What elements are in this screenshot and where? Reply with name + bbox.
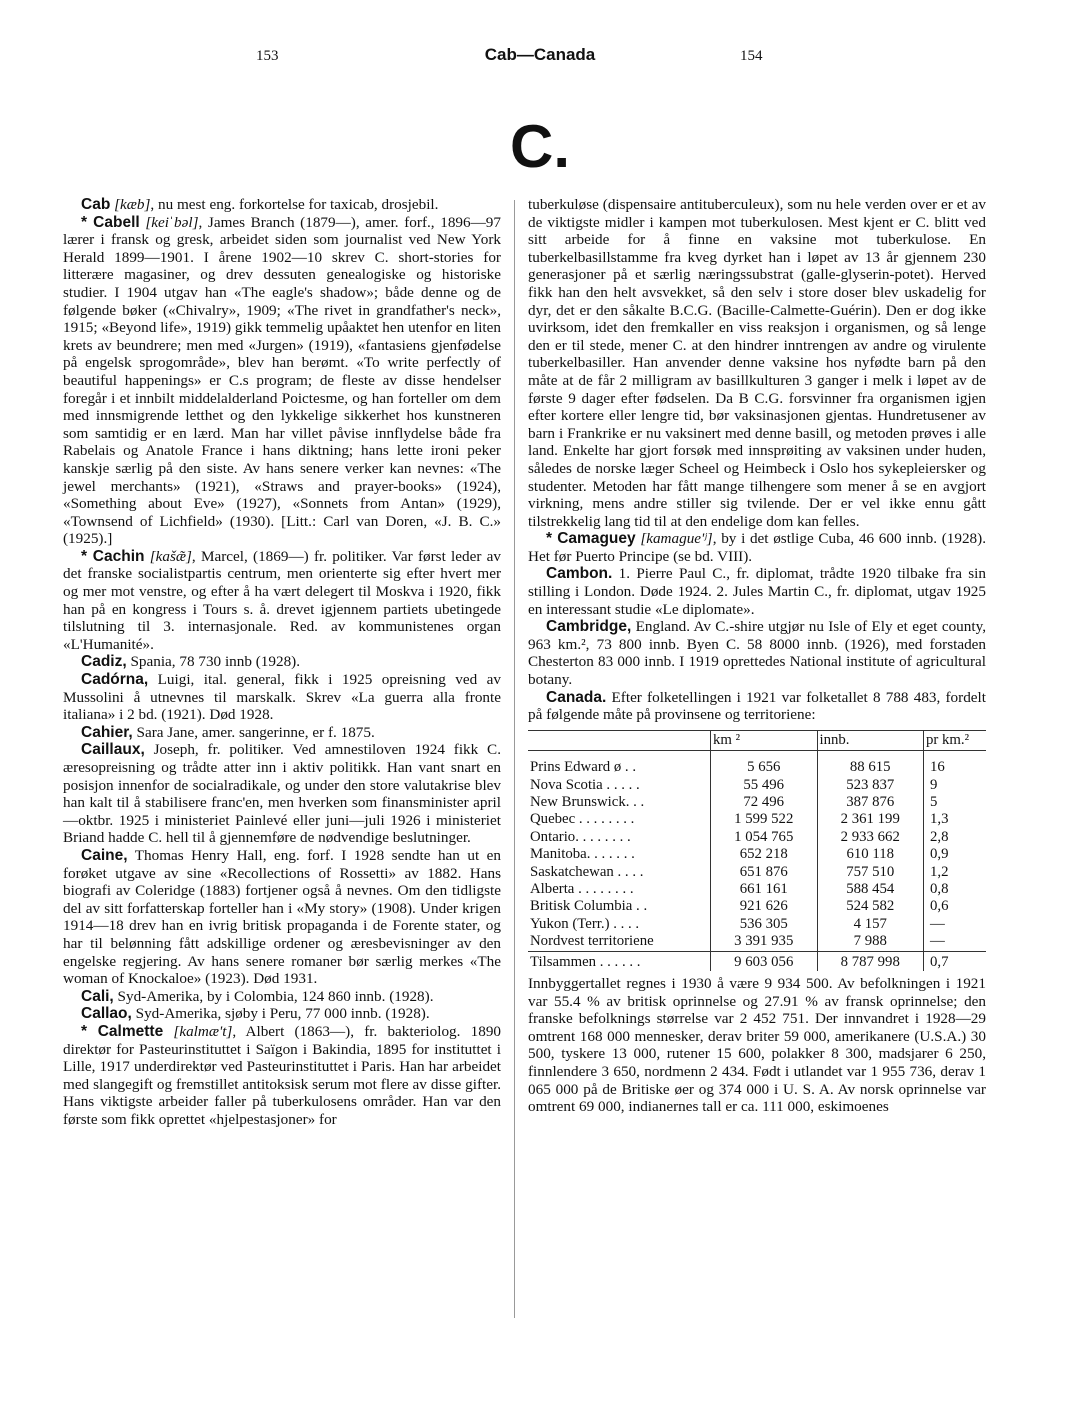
section-letter: C. — [510, 113, 570, 180]
table-cell: Yukon (Terr.) . . . . — [530, 915, 640, 932]
table-row — [528, 933, 986, 951]
entry-text: Thomas Henry Hall, eng. forf. I 1928 sendte han ut en forøket utgave av sine «Recollections of Rossetti» av 1882. Hans biografi av Coleridge (1883) fortjener også å nevnes. Om den tidligste del av sitt forfatterskap forteller han i «My story» (1908). Under krigen 1914—18 drev han en ivrig britisk propaganda i de Forente stater, og har til belønning fått adskillige ordener og æresbevisninger av den engelske regjering. Av hans senere romaner bør særlig merkes «The woman of Knockaloe» (1923). Død 1931. — [63, 846, 501, 988]
table-cell: 72 496 — [711, 794, 818, 811]
table-cell: 5 656 — [711, 751, 818, 777]
table-cell: 2 361 199 — [817, 811, 924, 828]
entry-headword: Callao, — [81, 1005, 132, 1023]
table-cell: 0,8 — [924, 881, 987, 898]
entry-text: , nu mest eng. forkortelse for taxicab, drosjebil. — [150, 196, 439, 213]
column-divider — [514, 200, 515, 1318]
table-row — [528, 751, 986, 777]
entry-text: Joseph, fr. politiker. Ved amnestiloven 1924 fikk C. æresopreisning og trådte atter inn i aktiv politikk. Han vant snart en posisjon innenfor de socialradikale, og under den store valutakrise blev han kalt til å stabilisere franc'en, men hverken som finansminister april—oktbr. 1925 i ministeriet Painlevé eller juni—juli 1926 i ministeriet Briand hadde C. hell til å gjennemføre de nødvendige beslutninger. — [63, 741, 501, 847]
table-cell: 9 — [924, 777, 987, 794]
table-cell: 3 391 935 — [711, 933, 818, 951]
table-cell: New Brunswick. . . — [530, 794, 645, 811]
dictionary-entry — [63, 988, 501, 1006]
table-cell: 523 837 — [817, 777, 924, 794]
entry-text: Luigi, ital. general, fikk i 1925 opreisning ved av Mussolini å utnevnes til marskalk. Skrev «La guerra alla fronte italiana» i 2 bd. (1921). Død 1928. — [63, 671, 501, 724]
table-cell: 0,6 — [924, 898, 987, 915]
right-column — [528, 196, 986, 1116]
table-header-cell: innb. — [817, 730, 924, 750]
dictionary-entry — [63, 847, 501, 988]
table-cell: 610 118 — [817, 846, 924, 863]
entry-headword: Cab — [81, 196, 111, 213]
table-cell: 1 054 765 — [711, 829, 818, 846]
dictionary-entry — [63, 196, 501, 214]
dictionary-entry — [63, 671, 501, 724]
entry-headword: Cadórna, — [81, 671, 149, 689]
table-cell: 2,8 — [924, 829, 987, 846]
table-cell: 1,3 — [924, 811, 987, 828]
table-row — [528, 777, 986, 794]
table-row — [528, 794, 986, 811]
entry-headword: * Calmette — [81, 1022, 164, 1040]
dictionary-entry — [63, 724, 501, 742]
entry-headword: Caillaux, — [81, 741, 145, 759]
dictionary-entry — [63, 653, 501, 671]
dictionary-entry — [528, 565, 986, 618]
table-cell: 652 218 — [711, 846, 818, 863]
table-cell: 2 933 662 — [817, 829, 924, 846]
table-row — [528, 829, 986, 846]
table-cell: Ontario. . . . . . . . — [530, 828, 631, 845]
right-column-entries — [528, 196, 986, 724]
entry-pronunciation: [kæb] — [114, 196, 151, 213]
running-header — [0, 44, 1080, 68]
entry-text: 1. Pierre Paul C., fr. diplomat, trådte 1920 tilbake fra sin stilling i London. Døde 1924. 2. Jules Martin C., fr. diplomat, utgav 1925 en interessant studie «Le diplomate». — [528, 565, 986, 618]
table-row — [528, 864, 986, 881]
table-cell: 524 582 — [817, 898, 924, 915]
entry-headword: Caine, — [81, 846, 128, 864]
table-cell: Quebec . . . . . . . . — [530, 811, 635, 828]
entry-headword: * Cabell — [81, 213, 140, 231]
table-cell: Nordvest territoriene — [530, 933, 654, 950]
canada-population-text: Innbyggertallet regnes i 1930 å være 9 934 500. Av befolkningen i 1921 var 55.4 % av britisk oprinnelse og 27.91 % av fransk oprinnelse; den franske befolknings størrelse var 2 452 751. Der innvandret i 1928—29 omtrent 168 000 mennesker, derav briter 59 000, amerikanere (U.S.A.) 30 500, tyskere 13 000, rutener 15 600, polakker 8 300, madsjarer 6 250, finnlendere 3 650, nordmenn 2 434. Født i utlandet var 1 955 736, derav 1 065 000 på de Britiske øer og 374 000 i U. S. A. Av norsk oprinnelse var omtrent 69 000, indianernes tall er ca. 111 000, eskimoenes — [528, 975, 986, 1116]
table-cell: 5 — [924, 794, 987, 811]
entry-headword: Canada. — [546, 688, 607, 706]
table-cell: 0,9 — [924, 846, 987, 863]
table-body — [528, 751, 986, 971]
table-header-row — [528, 730, 986, 750]
table-cell: Alberta . . . . . . . . — [530, 881, 634, 898]
table-cell: 0,7 — [924, 951, 987, 971]
entry-text: tuberkuløse (dispensaire antituberculeux), som nu hele verden over er et av de viktigste midler i kampen mot tuberkulosen. Mest kjent er C. blitt ved sitt arbeide for å finne en vaksine mot tuberkulose. En tuberkelbasillstamme fra kveg dyrket han i løpet av 13 år gjennem 230 generasjoner på et særlig næringssubstrat (galle-glyserin-potet). Herved fikk han den helt avsvekket, så den selv i store doser blev uskadelig for dyr, det er den såkalte B.C.G. (Bacille-Calmette-Guérin). Den er dog ikke uvirksom, idet den fremkaller en viss reaksjon i organismen, og så lenge den er til stede, mener C. at den hindrer inntrengen av andre og virulente tuberkelbasiller. Han anvender denne vaksine hos nyfødte barn på den måte at de får 2 milligram av basillkulturen 3 ganger i melk i løpet av de første 9 dager efter fødselen. Da B C.G. forsvinner fra organismen igjen efter kortere eller lengre tid, bør vaksinasjonen gjentas. Hundretusener av barn i Frankrike er nu vaksinert med denne basill, og metoden prøves i alle land. Enkelte har gjort forsøk med innsprøiting av vaksinen under huden, således de norske læger Scheel og Heimbeck i Oslo hos sykepleiersker og studenter. Metoden har fått mange tilhengere som mener å se en avgjort virkning, mens andre stiller sig tvilende. Der er vel ikke ennu gått tilstrekkelig lang tid til at den endelige dom kan felles. — [528, 196, 986, 530]
table-cell: 16 — [924, 751, 987, 777]
entry-text: England. Av C.-shire utgjør nu Isle of Ely et eget county, 963 km.², 73 800 innb. Byen C. 58 8000 innb. (1926), med forstaden Chesterton 83 000 innb. I 1919 oprettedes National institute of agricultural botany. — [528, 618, 986, 689]
dictionary-entry — [63, 1005, 501, 1023]
table-total-row — [528, 951, 986, 971]
running-title: Cab—Canada — [484, 45, 596, 64]
dictionary-entry — [63, 741, 501, 847]
dictionary-entry — [528, 618, 986, 688]
table-header-cell — [528, 730, 711, 750]
entry-headword: * Cachin — [81, 547, 145, 565]
table-cell: Britisk Columbia . . — [530, 898, 648, 915]
dictionary-entry — [528, 530, 986, 565]
entry-pronunciation: [kašæ̃] — [149, 547, 192, 565]
entry-text: , Albert (1863—), fr. bakteriolog. 1890 direktør for Pasteurinstituttet i Saïgon i Bakindia, 1895 for instituttet i Lille, 1917 underdirektør ved Pasteurinstituttet i Paris. Han har arbeidet med slangegift og fremstillet antitoksisk serum mot flere av disse gifter. Hans viktigste arbeider faller på tuberkulosens områder. Han var den første som fikk oprettet «hjelpestasjoner» for — [63, 1022, 502, 1128]
table-row — [528, 811, 986, 828]
dictionary-entry — [63, 548, 501, 654]
table-cell: 661 161 — [711, 881, 818, 898]
dictionary-entry — [528, 689, 986, 724]
table-row — [528, 881, 986, 898]
table-header-cell: km ² — [711, 730, 818, 750]
table-cell: 9 603 056 — [711, 951, 818, 971]
table-cell: Saskatchewan . . . . — [530, 863, 644, 880]
entry-pronunciation: [kamague'ʲ] — [640, 530, 713, 548]
entry-pronunciation: [kalmæ't] — [173, 1022, 233, 1040]
table-cell: 55 496 — [711, 777, 818, 794]
entry-text: Efter folketellingen i 1921 var folketallet 8 788 483, fordelt på følgende måte på provinsene og territoriene: — [528, 688, 986, 724]
table-cell: 7 988 — [817, 933, 924, 951]
entry-text: , James Branch (1879—), amer. forf., 1896—97 lærer i fransk og gresk, arbeidet siden som journalist ved New York Herald 1899—1901. I årene 1902—10 skrev C. short-stories for litterære magasiner, og drev dessuten genealogiske og historiske studier. I 1904 utgav han «The eagle's shadow»; både denne og de følgende bøker («Chivalry», 1909; «The rivet in grandfather's neck», 1915; «Beyond life», 1919) gikk temmelig upåaktet hen utenfor en liten krets av beundrere; men med «Jurgen» (1919), «fantasiens gjenfødelse på engelsk sprogområde», blev han berømt. «To write perfectly of beautiful happenings» er C.s program; de fleste av disse hendelser foregår i et innbilt middelalderland Poictesme, og han forteller om dem med innsmigrende letthet og den lykkelige sikkerhet hos kunstneren som samtidig er en lærd. Man har villet påvise innflydelse både fra Rabelais og Anatole France i hans diktning; hans lette ironi peker kanskje særlig på den siste. Av hans senere verker kan nevnes: «The jewel merchants» (1921), «Straws and prayer-books» (1924), «Something about Eve» (1927), «Sonnets from Antan» (1929), «Townsend of Lichfield» (1930). [Litt.: Carl van Doren, «J. B. C.» (1925).] — [63, 213, 501, 548]
table-row — [528, 916, 986, 933]
page-number-right: 154 — [740, 48, 763, 64]
entry-headword: Cahier, — [81, 723, 133, 741]
left-column — [63, 196, 501, 1128]
table-cell: 757 510 — [817, 864, 924, 881]
entry-text: Syd-Amerika, sjøby i Peru, 77 000 innb. (1928). — [131, 1005, 430, 1023]
table-cell: Tilsammen . . . . . . — [528, 951, 711, 971]
table-cell: Nova Scotia . . . . . — [530, 776, 640, 793]
table-cell: Manitoba. . . . . . . — [530, 846, 635, 863]
dictionary-entry — [528, 196, 986, 530]
table-cell: 387 876 — [817, 794, 924, 811]
table-cell: 1 599 522 — [711, 811, 818, 828]
table-cell: Prins Edward ø . . — [530, 759, 637, 776]
table-row — [528, 846, 986, 863]
entry-headword: Cambon. — [546, 565, 613, 583]
table-cell: 536 305 — [711, 916, 818, 933]
entry-text: Spania, 78 730 innb (1928). — [126, 653, 301, 671]
table-cell: 88 615 — [817, 751, 924, 777]
table-cell: 4 157 — [817, 916, 924, 933]
table-cell: 651 876 — [711, 864, 818, 881]
table-row — [528, 898, 986, 915]
entry-headword: Cali, — [81, 987, 114, 1005]
entry-pronunciation: [keiˈbəl] — [145, 213, 199, 231]
entry-text: , Marcel, (1869—) fr. politiker. Var først leder av det franske socialistpartis centrum, men orienterte sig efter hvert mer og mer mot venstre, og efter å ha vært delegert til Moskva i 1920, fikk han på en kongress i Tours s. å. drevet igjennem partiets ubetingede tilslutning til 3. internasjonale. Red. av kommunistenes organ «L'Humanité». — [63, 547, 501, 653]
canada-province-table — [528, 730, 986, 971]
entry-headword: Cadiz, — [81, 653, 127, 671]
entry-text: Syd-Amerika, by i Colombia, 124 860 innb. (1928). — [113, 987, 434, 1005]
table-cell: 588 454 — [817, 881, 924, 898]
entry-headword: * Camaguey — [546, 530, 636, 548]
entry-headword: Cambridge, — [546, 618, 632, 636]
table-cell: 1,2 — [924, 864, 987, 881]
table-cell: — — [924, 933, 987, 951]
table-header-cell: pr km.² — [924, 730, 987, 750]
entry-text: Sara Jane, amer. sangerinne, er f. 1875. — [132, 723, 375, 741]
table-cell: — — [924, 916, 987, 933]
page-number-left: 153 — [256, 48, 279, 64]
dictionary-entry — [63, 214, 501, 548]
table-cell: 921 626 — [711, 898, 818, 915]
table-cell: 8 787 998 — [817, 951, 924, 971]
dictionary-entry — [63, 1023, 501, 1129]
entry-text: , by i det østlige Cuba, 46 600 innb. (1928). Het før Puerto Principe (se bd. VIII). — [528, 530, 987, 565]
